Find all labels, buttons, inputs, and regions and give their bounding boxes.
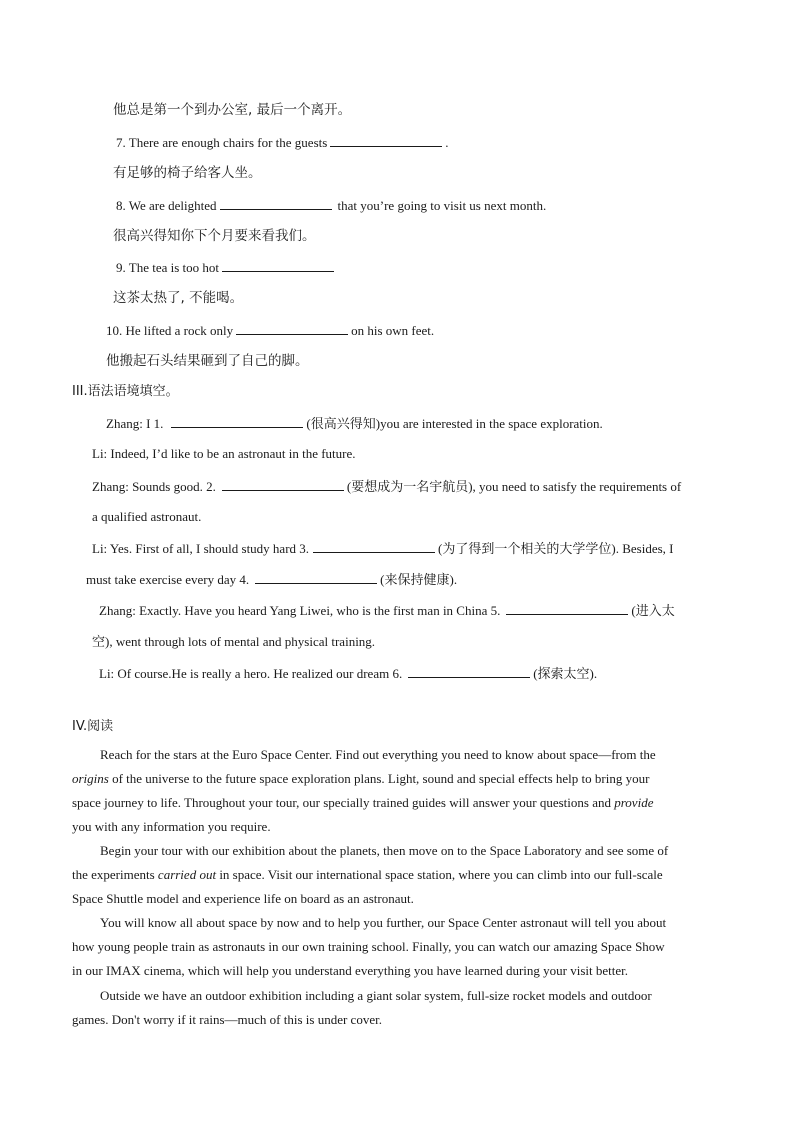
dialogue-line-5-hint: (为了得到一个相关的大学学位). Besides, I xyxy=(438,541,674,556)
passage-text: space journey to life. Throughout your tour, our specially trained guides will answer your questions and xyxy=(72,795,611,810)
passage-p1-line1 xyxy=(100,746,722,764)
answer-blank-9[interactable] xyxy=(222,258,334,272)
passage-p3-line2: how young people train as astronauts in our own training school. Finally, you can watch our amazing Space Show xyxy=(72,939,665,954)
dialogue-blank-6[interactable] xyxy=(408,664,530,678)
dialogue-line-6-text: must take exercise every day 4. xyxy=(86,572,250,587)
section-3-heading: III.语法语境填空。 xyxy=(72,384,179,399)
translation-8: 很高兴得知你下个月要来看我们。 xyxy=(113,228,316,244)
dialogue-line-1 xyxy=(106,414,603,433)
question-9-text: 9. The tea is too hot xyxy=(116,260,220,275)
passage-p1-line3 xyxy=(72,794,722,812)
passage-text: Reach for the stars at the Euro Space Center. Find out everything you need to know about space—from the xyxy=(100,747,656,762)
dialogue-line-7 xyxy=(99,601,675,620)
dialogue-line-5-text: Li: Yes. First of all, I should study hard 3. xyxy=(92,541,310,556)
passage-text: in space. Visit our international space station, where you can climb into our full-scale xyxy=(219,867,663,882)
passage-p4-line2: games. Don't worry if it rains—much of this is under cover. xyxy=(72,1012,382,1027)
dialogue-line-7-text: Zhang: Exactly. Have you heard Yang Liwei, who is the first man in China 5. xyxy=(99,603,501,618)
dialogue-blank-1[interactable] xyxy=(171,414,303,428)
dialogue-line-5 xyxy=(92,539,673,558)
dialogue-line-1-text: Zhang: I 1. xyxy=(106,416,164,431)
dialogue-line-3-hint: (要想成为一名宇航员), you need to satisfy the requirements of xyxy=(346,479,682,494)
answer-blank-7[interactable] xyxy=(330,133,442,147)
passage-italic-word: provide xyxy=(614,795,654,810)
dialogue-blank-2[interactable] xyxy=(222,477,344,491)
dialogue-line-4: a qualified astronaut. xyxy=(92,509,202,524)
dialogue-blank-3[interactable] xyxy=(313,539,435,553)
passage-p3-line1: You will know all about space by now and to help you further, our Space Center astronaut will tell you about xyxy=(100,915,667,930)
question-8 xyxy=(116,196,546,215)
passage-p1-line2 xyxy=(72,770,722,788)
question-8-text: 8. We are delighted xyxy=(116,198,217,213)
dialogue-line-8: 空), went through lots of mental and physical training. xyxy=(92,634,376,649)
passage-p1-line4: you with any information you require. xyxy=(72,819,271,834)
passage-italic-word: origins xyxy=(72,771,109,786)
passage-p4-line1: Outside we have an outdoor exhibition including a giant solar system, full-size rocket models and outdoor xyxy=(100,988,652,1003)
dialogue-line-9-text: Li: Of course.He is really a hero. He realized our dream 6. xyxy=(99,666,403,681)
dialogue-line-9-hint: (探索太空). xyxy=(533,666,598,681)
dialogue-line-9 xyxy=(99,664,597,683)
question-10 xyxy=(106,321,434,340)
dialogue-blank-5[interactable] xyxy=(506,601,628,615)
question-7 xyxy=(116,133,449,152)
passage-p2-line2 xyxy=(72,866,722,884)
dialogue-line-6-hint: (来保持健康). xyxy=(380,572,458,587)
dialogue-line-7-hint: (进入太 xyxy=(631,603,675,618)
translation-10: 他搬起石头结果砸到了自己的脚。 xyxy=(106,353,309,369)
passage-p2-line1: Begin your tour with our exhibition about the planets, then move on to the Space Laboratory and see some of xyxy=(100,843,669,858)
section-4-heading: IV.阅读 xyxy=(72,719,114,734)
dialogue-line-2: Li: Indeed, I’d like to be an astronaut in the future. xyxy=(92,446,356,461)
passage-p2-line3: Space Shuttle model and experience life on board as an astronaut. xyxy=(72,891,414,906)
dialogue-line-6 xyxy=(86,570,457,589)
question-10-text: 10. He lifted a rock only xyxy=(106,323,234,338)
passage-text: the experiments xyxy=(72,867,155,882)
passage-italic-phrase: carried out xyxy=(157,867,217,882)
question-9 xyxy=(116,258,337,277)
passage-text: of the universe to the future space exploration plans. Light, sound and special effects help to bring your xyxy=(112,771,650,786)
translation-7: 有足够的椅子给客人坐。 xyxy=(113,165,262,181)
dialogue-line-3-text: Zhang: Sounds good. 2. xyxy=(92,479,216,494)
dialogue-line-1-hint: (很高兴得知)you are interested in the space exploration. xyxy=(306,416,603,431)
question-8-end: that you’re going to visit us next month. xyxy=(337,198,547,213)
answer-blank-8[interactable] xyxy=(220,196,332,210)
question-7-end: . xyxy=(445,135,449,150)
translation-6: 他总是第一个到办公室, 最后一个离开。 xyxy=(113,102,352,118)
passage-p3-line3: in our IMAX cinema, which will help you understand everything you have learned during your visit better. xyxy=(72,963,628,978)
answer-blank-10[interactable] xyxy=(236,321,348,335)
translation-9: 这茶太热了, 不能喝。 xyxy=(113,290,244,306)
dialogue-line-3 xyxy=(92,477,681,496)
dialogue-blank-4[interactable] xyxy=(255,570,377,584)
question-7-text: 7. There are enough chairs for the guests xyxy=(116,135,328,150)
question-10-end: on his own feet. xyxy=(351,323,435,338)
